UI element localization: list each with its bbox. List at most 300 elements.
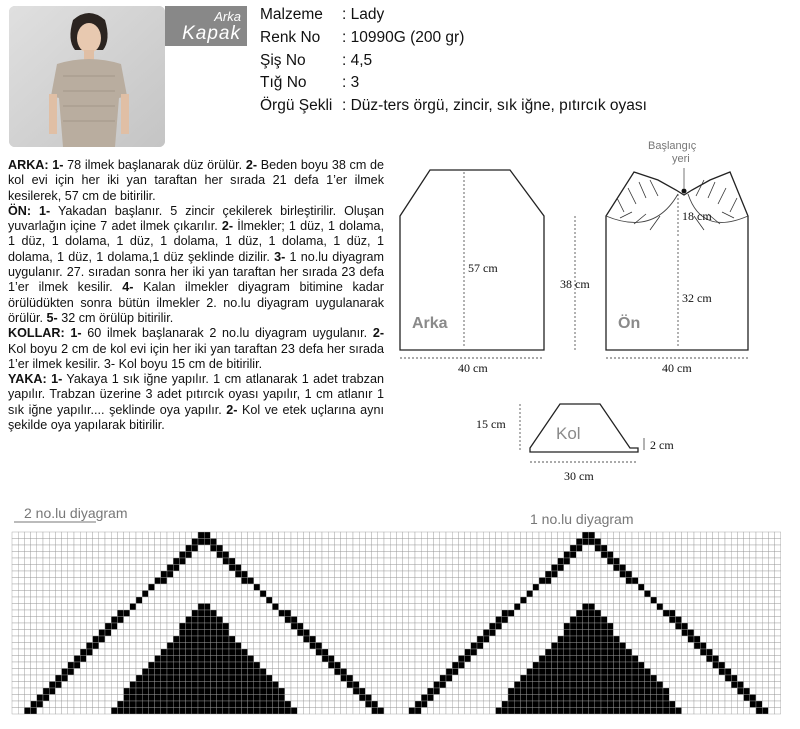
chart-cell [415,539,421,546]
chart-cell [595,539,601,546]
chart-cell [651,662,657,669]
chart-cell [31,682,37,689]
chart-cell [725,617,731,624]
chart-cell [365,630,371,637]
chart-cell [458,558,464,565]
chart-cell [248,545,254,552]
chart-cell [527,545,533,552]
spec-value: : 4,5 [342,51,373,69]
chart-cell [452,656,458,663]
chart-cell [514,565,520,572]
chart-cell [434,649,440,656]
chart-cell [669,636,675,643]
chart-cell [105,565,111,572]
chart-cell [223,701,229,708]
chart-cell [378,708,384,715]
chart-cell [285,584,291,591]
step-text: Kol ve etek uçlarına aynı şekilde oya yapılarak bitirilir. [8,402,384,433]
chart-cell [99,552,105,559]
chart-cell [558,701,564,708]
chart-cell [43,617,49,624]
chart-cell [390,578,396,585]
chart-cell [396,656,402,663]
chart-cell [80,649,86,656]
chart-cell [365,649,371,656]
chart-cell [601,591,607,598]
chart-cell [31,539,37,546]
start-label-2: yeri [672,153,690,165]
chart-cell [737,656,743,663]
chart-cell [303,675,309,682]
chart-cell [384,656,390,663]
chart-cell [378,604,384,611]
chart-cell [74,558,80,565]
chart-cell [18,578,24,585]
chart-cell [229,636,235,643]
chart-cell [55,708,61,715]
chart-cell [124,545,130,552]
chart-cell [142,617,148,624]
chart-cell [458,591,464,598]
chart-cell [347,649,353,656]
chart-cell [136,701,142,708]
chart-cell [601,597,607,604]
chart-cell [675,630,681,637]
chart-cell [130,578,136,585]
chart-cell [409,617,415,624]
chart-cell [657,695,663,702]
chart-cell [663,565,669,572]
chart-cell [607,591,613,598]
chart-cell [384,578,390,585]
chart-cell [347,656,353,663]
chart-cell [607,617,613,624]
chart-cell [458,630,464,637]
chart-cell [241,591,247,598]
chart-cell [111,584,117,591]
chart-cell [613,701,619,708]
chart-cell [675,682,681,689]
chart-cell [322,584,328,591]
chart-cell [124,617,130,624]
chart-cell [161,656,167,663]
chart-cell [204,708,210,715]
chart-cell [148,552,154,559]
chart-cell [465,708,471,715]
chart-cell [241,682,247,689]
chart-cell [713,591,719,598]
chart-cell [483,610,489,617]
chart-cell [359,558,365,565]
chart-cell [390,675,396,682]
chart-cell [117,578,123,585]
chart-cell [675,688,681,695]
chart-cell [465,695,471,702]
chart-cell [229,617,235,624]
chart-cell [427,610,433,617]
chart-cell [731,669,737,676]
chart-cell [644,584,650,591]
chart-cell [217,532,223,539]
chart-cell [706,656,712,663]
chart-cell [210,552,216,559]
chart-cell [595,545,601,552]
chart-cell [756,630,762,637]
chart-cell [427,669,433,676]
chart-cell [248,688,254,695]
chart-cell [632,558,638,565]
chart-cell [272,578,278,585]
chart-cell [347,630,353,637]
chart-cell [477,545,483,552]
chart-cell [675,636,681,643]
chart-cell [421,539,427,546]
chart-cell [161,695,167,702]
chart-cell [725,552,731,559]
chart-cell [291,636,297,643]
chart-cell [496,636,502,643]
chart-cell [396,682,402,689]
chart-cell [248,643,254,650]
chart-cell [99,636,105,643]
chart-cell [713,617,719,624]
chart-cell [31,604,37,611]
chart-cell [124,623,130,630]
chart-cell [409,591,415,598]
chart-cell [316,578,322,585]
chart-cell [613,623,619,630]
chart-cell [713,675,719,682]
chart-cell [700,636,706,643]
chart-cell [533,701,539,708]
chart-cell [706,708,712,715]
chart-cell [37,591,43,598]
chart-cell [303,578,309,585]
chart-cell [576,630,582,637]
chart-cell [254,584,260,591]
chart-cell [161,623,167,630]
chart-cell [12,597,18,604]
chart-cell [669,701,675,708]
chart-cell [440,578,446,585]
chart-cell [204,545,210,552]
chart-cell [675,649,681,656]
chart-cell [260,584,266,591]
chart-cell [483,643,489,650]
chart-cell [223,584,229,591]
chart-cell [558,656,564,663]
chart-cell [508,610,514,617]
chart-cell [384,643,390,650]
chart-cell [514,571,520,578]
chart-cell [49,532,55,539]
chart-cell [167,636,173,643]
chart-cell [415,552,421,559]
chart-cell [675,558,681,565]
chart-cell [18,649,24,656]
chart-cell [12,571,18,578]
chart-cell [719,617,725,624]
chart-cell [663,604,669,611]
chart-cell [775,636,781,643]
chart-cell [409,597,415,604]
chart-cell [682,630,688,637]
chart-cell [62,532,68,539]
chart-cell [657,623,663,630]
chart-cell [471,545,477,552]
chart-cell [18,532,24,539]
chart-cell [533,558,539,565]
chart-cell [316,610,322,617]
chart-cell [570,578,576,585]
chart-cell [37,565,43,572]
chart-cell [415,584,421,591]
chart-cell [297,656,303,663]
chart-cell [775,675,781,682]
step-number: 2- [372,326,385,341]
chart-cell [390,695,396,702]
chart-cell [272,675,278,682]
chart-cell [452,545,458,552]
chart-cell [291,545,297,552]
chart-cell [508,708,514,715]
chart-cell [471,617,477,624]
chart-cell [303,552,309,559]
chart-cell [595,623,601,630]
chart-cell [266,701,272,708]
chart-cell [167,539,173,546]
chart-cell [744,701,750,708]
chart-cell [390,591,396,598]
chart-cell [613,558,619,565]
chart-cell [279,701,285,708]
chart-cell [297,617,303,624]
chart-cell [601,708,607,715]
chart-cell [43,682,49,689]
chart-cell [539,532,545,539]
chart-cell [279,545,285,552]
chart-cell [390,604,396,611]
chart-cell [254,591,260,598]
chart-cell [644,636,650,643]
chart-cell [241,669,247,676]
chart-cell [334,630,340,637]
chart-cell [192,656,198,663]
chart-cell [148,708,154,715]
chart-cell [768,636,774,643]
chart-cell [644,649,650,656]
chart-cell [55,701,61,708]
chart-cell [155,649,161,656]
chart-cell [18,630,24,637]
chart-cell [198,643,204,650]
chart-cell [595,695,601,702]
chart-cell [142,623,148,630]
chart-cell [260,617,266,624]
chart-cell [682,610,688,617]
chart-cell [440,656,446,663]
chart-cell [210,591,216,598]
chart-cell [744,565,750,572]
chart-cell [613,604,619,611]
chart-cell [768,688,774,695]
chart-cell [260,571,266,578]
chart-cell [706,571,712,578]
chart-cell [520,662,526,669]
chart-cell [465,662,471,669]
chart-cell [688,552,694,559]
chart-cell [173,695,179,702]
chart-cell [167,630,173,637]
chart-cell [775,565,781,572]
chart-cell [669,565,675,572]
chart-cell [688,597,694,604]
chart-cell [719,604,725,611]
chart-cell [353,610,359,617]
chart-cell [18,675,24,682]
chart-cell [173,584,179,591]
chart-cell [223,662,229,669]
chart-cell [310,708,316,715]
chart-cell [117,604,123,611]
chart-cell [421,695,427,702]
chart-cell [545,636,551,643]
chart-cell [111,695,117,702]
chart-cell [111,565,117,572]
chart-cell [669,571,675,578]
chart-cell [589,532,595,539]
chart-cell [62,597,68,604]
chart-cell [334,656,340,663]
chart-cell [403,545,409,552]
chart-cell [328,623,334,630]
chart-cell [744,708,750,715]
chart-cell [80,636,86,643]
chart-cell [322,545,328,552]
chart-cell [737,584,743,591]
chart-cell [24,701,30,708]
chart-cell [372,545,378,552]
chart-cell [458,610,464,617]
chart-cell [508,558,514,565]
chart-cell [68,675,74,682]
chart-cell [291,597,297,604]
chart-cell [74,695,80,702]
chart-cell [310,610,316,617]
chart-cell [502,630,508,637]
chart-cell [99,630,105,637]
chart-cell [365,701,371,708]
chart-cell [775,604,781,611]
chart-cell [49,558,55,565]
chart-cell [192,584,198,591]
chart-cell [378,565,384,572]
chart-cell [396,591,402,598]
chart-cell [390,610,396,617]
chart-cell [68,682,74,689]
chart-cell [18,623,24,630]
chart-cell [18,604,24,611]
chart-cell [229,591,235,598]
chart-cell [477,695,483,702]
chart-cell [731,701,737,708]
chart-cell [55,539,61,546]
chart-cell [713,578,719,585]
chart-cell [725,643,731,650]
chart-cell [527,662,533,669]
chart-cell [310,532,316,539]
chart-cell [558,695,564,702]
chart-cell [396,695,402,702]
chart-cell [762,610,768,617]
chart-cell [638,695,644,702]
chart-cell [545,682,551,689]
chart-cell [508,656,514,663]
chart-cell [155,617,161,624]
chart-cell [607,558,613,565]
chart-cell [564,597,570,604]
chart-cell [353,578,359,585]
chart-cell [229,695,235,702]
chart-cell [669,597,675,604]
chart-cell [68,610,74,617]
chart-cell [285,539,291,546]
chart-cell [396,571,402,578]
chart-cell [477,688,483,695]
chart-cell [62,584,68,591]
chart-cell [415,545,421,552]
chart-cell [235,708,241,715]
chart-cell [192,545,198,552]
chart-cell [142,584,148,591]
chart-cell [403,675,409,682]
chart-cell [260,643,266,650]
chart-cell [173,656,179,663]
chart-cell [210,623,216,630]
chart-cell [117,669,123,676]
chart-cell [241,610,247,617]
chart-cell [719,578,725,585]
garment-schematic [384,132,800,492]
chart-cell [105,571,111,578]
chart-cell [396,617,402,624]
chart-cell [260,558,266,565]
chart-cell [632,656,638,663]
chart-cell [446,558,452,565]
chart-cell [706,565,712,572]
chart-cell [155,539,161,546]
chart-cell [204,617,210,624]
chart-cell [198,558,204,565]
chart-cell [694,552,700,559]
chart-cell [173,552,179,559]
chart-cell [725,688,731,695]
chart-cell [117,701,123,708]
chart-cell [49,649,55,656]
chart-cell [502,565,508,572]
chart-cell [651,578,657,585]
chart-cell [272,695,278,702]
chart-cell [582,669,588,676]
chart-cell [111,539,117,546]
chart-cell [198,597,204,604]
chart-cell [86,636,92,643]
instructions-text [8,158,384,433]
chart-cell [334,643,340,650]
chart-cell [427,662,433,669]
chart-cell [198,656,204,663]
chart-cell [589,662,595,669]
